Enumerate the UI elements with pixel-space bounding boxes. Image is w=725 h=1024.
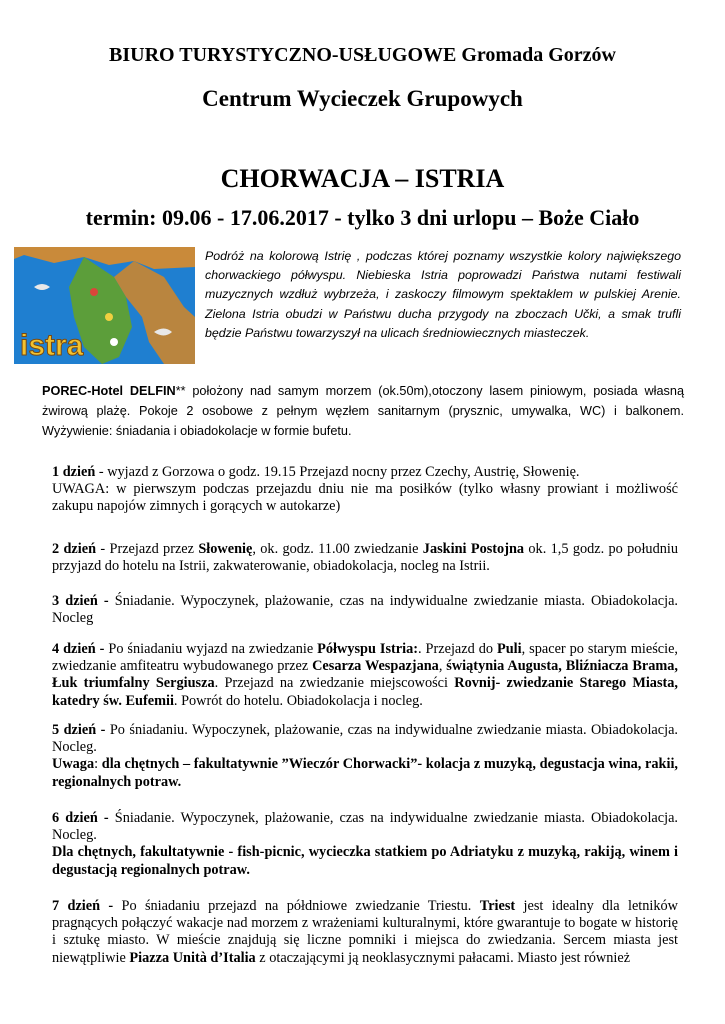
- paragraph-text: [95, 464, 579, 480]
- day-label: 3 dzień -: [52, 593, 109, 609]
- bold-text-run: Rovnij- zwiedzanie Starego Miasta, katedry św. Eufemii: [52, 675, 679, 709]
- text-run: - Przejazd przez: [96, 541, 199, 557]
- paragraph-text: [52, 722, 678, 755]
- day-label: 6 dzień -: [52, 810, 109, 826]
- day-label: 2 dzień: [52, 541, 97, 557]
- map-town-marker: [110, 338, 118, 346]
- agency-name: BIURO TURYSTYCZNO-USŁUGOWE Gromada Gorzów: [109, 44, 616, 66]
- paragraph-text: [52, 844, 678, 877]
- bold-text-run: Słowenię: [198, 541, 253, 557]
- bold-text-run: Cesarza Wespazjana: [312, 658, 439, 675]
- day-3-block: [52, 593, 678, 627]
- text-run: . Przejazd do: [418, 641, 497, 657]
- paragraph-text: [52, 810, 678, 843]
- bold-text-run: Uwaga: [52, 756, 95, 773]
- text-run: Po śniadaniu. Wypoczynek, plażowanie, czas na indywidualne zwiedzanie miasta. Obiadokolacja. Nocleg.: [52, 722, 678, 756]
- day-2-block: [52, 541, 678, 575]
- paragraph-text: [52, 641, 678, 709]
- text-run: Po śniadaniu przejazd na półdniowe zwiedzanie Triestu.: [113, 898, 480, 914]
- map-town-marker: [90, 288, 98, 296]
- paragraph-text: [52, 481, 678, 514]
- text-run: - wyjazd z Gorzowa o godz. 19.15 Przejazd nocny przez Czechy, Austrię, Słowenię.: [95, 464, 580, 480]
- bold-text-run: dla chętnych – fakultatywnie ”Wieczór Chorwacki”- kolacja z muzyką, degustacja wina, rakii, regionalnych potraw.: [52, 756, 679, 790]
- day-1-block: [52, 464, 678, 516]
- text-run: ok. 1,5 godz. po południu przyjazd do hotelu na Istrii, zakwaterowanie, obiadokolacja, nocleg na Istrii.: [52, 541, 678, 575]
- text-run: jest idealny dla letników pragnących połączyć wakacje nad morzem z wrażeniami kulturalnymi, które gwarantuje to bogate w historię i sztukę miasto. W mieście znajdują się liczne pomniki i miejsca do zwiedzania. Sercem miasta jest niewątpliwie: [52, 898, 679, 966]
- intro-paragraph: Podróż na kolorową Istrię , podczas której poznamy wszystkie kolory największego chorwackiego półwyspu. Niebieska Istria poprowadzi Państwa nutami festiwali muzycznych wzdłuż wybrzeża, i zaskoczy filmowym spektaklem w pulskiej Arenie. Zielona Istria obudzi w Państwu ducha przygody na zboczach Učki, a smak trufli będzie Państwu towarzyszył na ulicach średniowiecznych miasteczek.: [205, 249, 681, 340]
- bold-text-run: Jaskini Postojna: [422, 541, 525, 557]
- hotel-description: położony nad samym morzem (ok.50m),otoczony lasem piniowym, posiada własną żwirową plażę. Pokoje 2 osobowe z pełnym węzłem sanitarnym (prysznic, umywalka, WC) i balkonem. Wyżywienie: śniadania i obiadokolacje w formie bufetu.: [42, 384, 684, 438]
- bold-text-run: Dla chętnych, fakultatywnie - fish-picnic, wycieczka statkiem po Adriatyku z muzyką, rakiją, winem i degustacją regionalnych potraw.: [52, 844, 678, 878]
- day-7-block: [52, 898, 678, 967]
- istria-map-image: [14, 247, 195, 364]
- paragraph-text: [52, 593, 678, 626]
- text-run: . Powrót do hotelu. Obiadokolacja i nocleg.: [173, 692, 423, 709]
- paragraph-text: [52, 756, 678, 789]
- text-run: Śniadanie. Wypoczynek, plażowanie, czas na indywidualne zwiedzanie miasta. Obiadokolacja. Nocleg.: [52, 810, 679, 844]
- text-run: :: [94, 756, 102, 773]
- text-run: z otaczającymi ją neoklasycznymi pałacami. Miasto jest również: [255, 949, 631, 966]
- bold-text-run: Triest: [479, 898, 516, 914]
- bold-text-run: świątynia Augusta, Bliźniacza Brama, Łuk triumfalny Sergiusza: [52, 658, 678, 692]
- day-6-block: [52, 810, 678, 879]
- hotel-paragraph: [42, 381, 684, 441]
- text-run: , spacer po starym mieście, zwiedzanie amfiteatru wybudowanego przez: [52, 641, 678, 675]
- agency-subtitle: Centrum Wycieczek Grupowych: [202, 86, 523, 111]
- map-town-marker: [105, 313, 113, 321]
- text-run: , ok. godz. 11.00 zwiedzanie: [252, 541, 423, 557]
- day-4-block: [52, 641, 678, 710]
- paragraph-text: [52, 898, 678, 966]
- bold-text-run: Puli: [496, 641, 522, 657]
- bold-text-run: Półwyspu Istria:: [317, 641, 419, 657]
- paragraph-text: [52, 541, 678, 574]
- map-istra-label: istra: [20, 329, 84, 362]
- trip-title: CHORWACJA – ISTRIA: [220, 164, 505, 193]
- day-5-block: [52, 722, 678, 791]
- bold-text-run: Piazza Unità d’Italia: [129, 949, 256, 966]
- trip-dates: termin: 09.06 - 17.06.2017 - tylko 3 dni urlopu – Boże Ciało: [85, 205, 640, 230]
- day-label: 1 dzień: [52, 464, 96, 480]
- text-run: . Przejazd na zwiedzanie miejscowości: [214, 675, 455, 692]
- day-label: 5 dzień -: [52, 722, 106, 738]
- text-run: ,: [438, 658, 447, 675]
- hotel-stars: **: [175, 384, 186, 398]
- day-label: 7 dzień -: [52, 898, 114, 914]
- text-run: Po śniadaniu wyjazd na zwiedzanie: [104, 641, 318, 657]
- day-label: 4 dzień -: [52, 641, 105, 657]
- hotel-name: POREC-Hotel DELFIN: [42, 384, 176, 398]
- text-run: Śniadanie. Wypoczynek, plażowanie, czas na indywidualne zwiedzanie miasta. Obiadokolacja. Nocleg: [52, 593, 679, 627]
- text-run: UWAGA: w pierwszym podczas przejazdu dniu nie ma posiłków (tylko własny prowiant i możliwość zakupu napojów zimnych i gorących w autokarze): [52, 481, 678, 515]
